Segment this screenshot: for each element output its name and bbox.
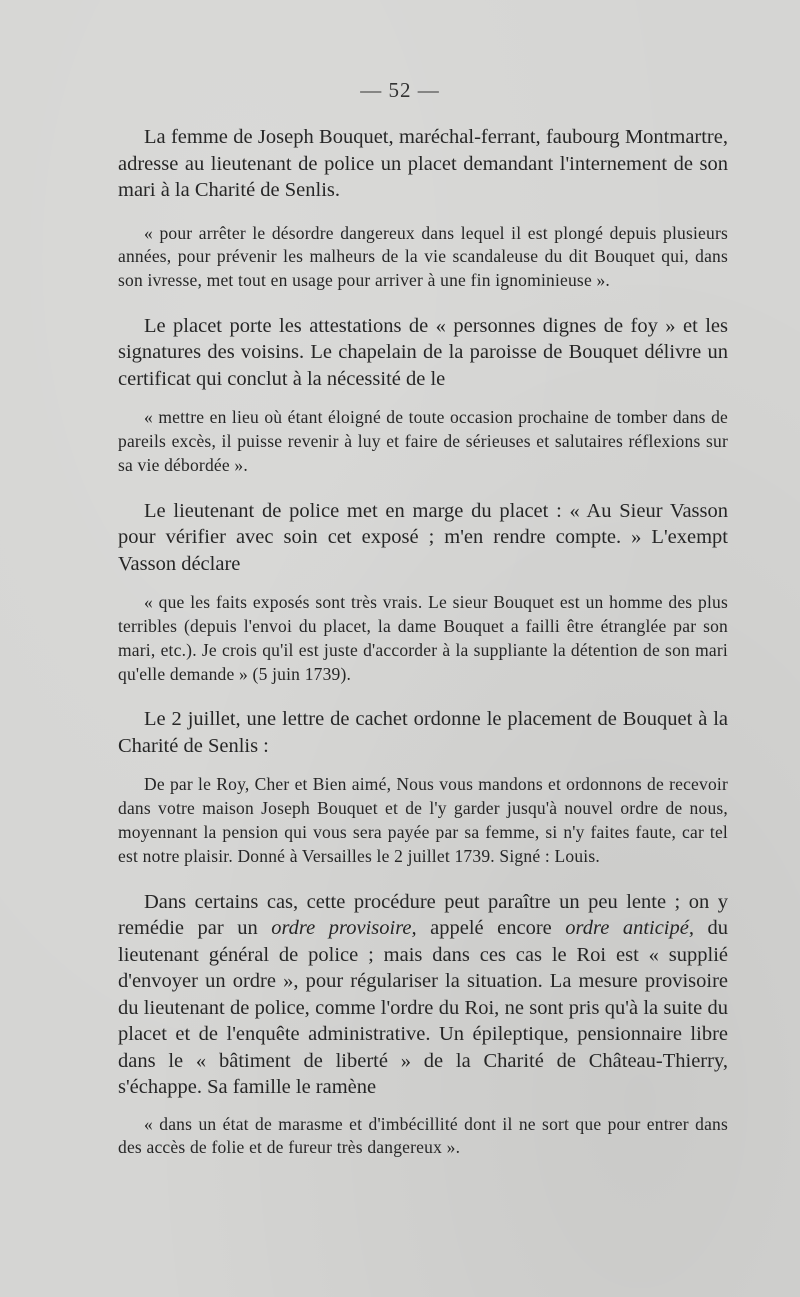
paragraph-placet: La femme de Joseph Bouquet, maréchal-ferrant, faubourg Montmartre, adresse au lieutenant de police un placet demandant l'internement de son mari à la Charité de Senlis.: [118, 126, 728, 201]
p5-part3: du lieutenant général de police ; mais dans ces cas le Roi est « supplié d'envoyer un ordre », pour régulariser la situation. La mesure provisoire du lieutenant de police, comme l'ordre du Roi, ne sont pris qu'à la suite du placet et de l'enquête administrative. Un épileptique, pensionnaire libre dans le « bâtiment de liberté » de la Charité de Château-Thierry, s'échappe. Sa famille le ramène: [118, 917, 728, 1099]
quote-lettre-de-cachet: De par le Roy, Cher et Bien aimé, Nous vous mandons et ordonnons de recevoir dans votre maison Joseph Bouquet et de l'y garder jusqu'à nouvel ordre de nous, moyennant la pension qui vous sera payée par sa femme, si n'y faites faute, car tel est notre plaisir. Donné à Versailles le 2 juillet 1739. Signé : Louis.: [118, 774, 728, 866]
quote-placet: « pour arrêter le désordre dangereux dans lequel il est plongé depuis plusieurs années, pour prévenir les malheurs de la vie scandaleuse du dit Bouquet qui, dans son ivresse, met tout en usage pour arriver à une fin ignominieuse ».: [118, 222, 728, 291]
page-body: [118, 124, 728, 1178]
paragraph-lieutenant: Le lieutenant de police met en marge du placet : « Au Sieur Vasson pour vérifier avec soin cet exposé ; m'en rendre compte. » L'exempt Vasson déclare: [118, 499, 728, 575]
quote-exempt: « que les faits exposés sont très vrais. Le sieur Bouquet est un homme des plus terribles (depuis l'envoi du placet, la dame Bouquet a failli être étranglée par son mari, etc.). Je crois qu'il est juste d'accorder à la suppliante la détention de son mari qu'elle demande » (5 juin 1739).: [118, 592, 728, 684]
page-number: — 52 —: [360, 78, 440, 102]
p5-part1: Dans certains cas, cette procédure peut paraître un peu lente ; on y remédie par un: [118, 890, 728, 940]
quote-epileptique: « dans un état de marasme et d'imbécillité dont il ne sort que pour entrer dans des accès de folie et de fureur très dangereux ».: [118, 1113, 728, 1158]
p5-italic-ordre-anticipe: ordre anticipé,: [565, 917, 694, 940]
paragraph-attestations: Le placet porte les attestations de « personnes dignes de foy » et les signatures des voisins. Le chapelain de la paroisse de Bouquet délivre un certificat qui conclut à la nécessité de le: [118, 314, 728, 390]
paragraph-lettre-de-cachet: Le 2 juillet, une lettre de cachet ordonne le placement de Bouquet à la Charité de Senlis :: [118, 708, 728, 757]
quote-chapelain: « mettre en lieu où étant éloigné de toute occasion prochaine de tomber dans de pareils excès, il puisse revenir à luy et faire de sérieuses et salutaires réflexions sur sa vie débordée ».: [118, 407, 728, 475]
paragraph-ordre-provisoire: [118, 889, 728, 1101]
p5-part2: appelé encore: [416, 917, 566, 940]
p5-italic-ordre-provisoire: ordre provisoire,: [271, 917, 417, 940]
